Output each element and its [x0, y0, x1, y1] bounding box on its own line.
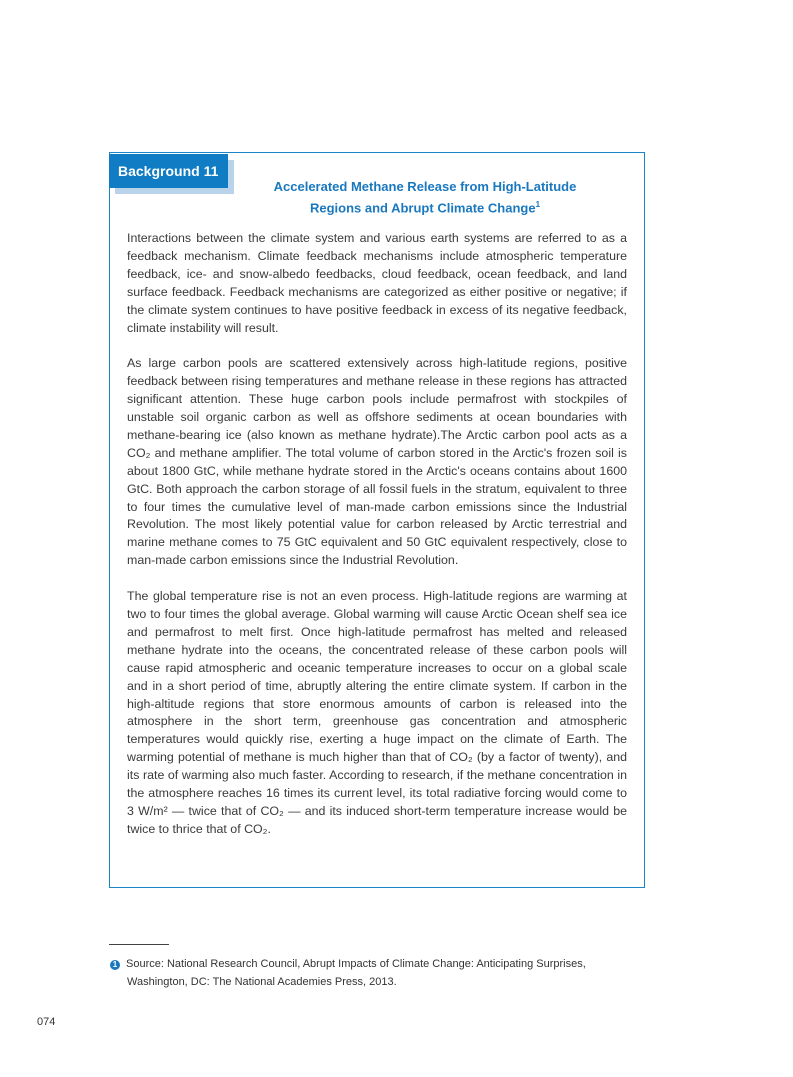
box-title: [200, 178, 650, 217]
footnote-divider: [109, 944, 169, 945]
page-number: 074: [37, 1016, 56, 1028]
paragraph: The global temperature rise is not an even process. High-latitude regions are warming at two to four times the global average. Global warming will cause Arctic Ocean shelf sea ice and permafrost to melt first. Once high-latitude permafrost has melted and released methane hydrate into the oceans, the concentrated release of these carbon pools will cause rapid atmospheric and oceanic temperature increases to occur on a global scale and in a short period of time, abruptly altering the entire climate system. If carbon in the high-altitude regions that store enormous amounts of carbon is released into the atmosphere in the short term, greenhouse gas concentration and atmospheric temperatures would quickly rise, exerting a huge impact on the climate of Earth. The warming potential of methane is much higher than that of CO₂ (by a factor of twenty), and its rate of warming also much faster. According to research, if the methane concentration in the atmosphere reaches 16 times its current level, its total radiative forcing would come to 3 W/m² — twice that of CO₂ — and its induced short-term temperature increase would be twice to thrice that of CO₂.: [127, 589, 627, 836]
footnote-line-1: Source: National Research Council, Abrupt Impacts of Climate Change: Anticipating Surprises,: [126, 958, 586, 970]
footnote-line-2: Washington, DC: The National Academies Press, 2013.: [127, 976, 397, 988]
box-body: [127, 230, 627, 857]
background-label: Background 11: [109, 154, 228, 188]
paragraph: Interactions between the climate system and various earth systems are referred to as a feedback mechanism. Climate feedback mechanisms include atmospheric temperature feedback, ice- and snow-albedo feedbacks, cloud feedback, ocean feedback, and land surface feedback. Feedback mechanisms are categorized as either positive or negative; if the climate system continues to have positive feedback in excess of its negative feedback, climate instability will result.: [127, 231, 627, 335]
title-line-1: Accelerated Methane Release from High-Latitude: [273, 179, 577, 194]
title-line-2: Regions and Abrupt Climate Change: [309, 200, 536, 216]
footnote-ref-icon[interactable]: 1: [535, 200, 541, 209]
footnote-number-icon: 1: [110, 960, 120, 970]
footnote: [110, 955, 630, 991]
paragraph: As large carbon pools are scattered extensively across high-latitude regions, positive feedback between rising temperatures and methane release in these regions has attracted significant attention. These huge carbon pools include permafrost with stockpiles of unstable soil organic carbon as well as offshore sediments at ocean boundaries with methane-bearing ice (also known as methane hydrate).The Arctic carbon pool acts as a CO₂ and methane amplifier. The total volume of carbon stored in the Arctic's frozen soil is about 1800 GtC, while methane hydrate stored in the Arctic's oceans contains about 1600 GtC. Both approach the carbon storage of all fossil fuels in the stratum, equivalent to three to four times the cumulative level of man-made carbon emissions since the Industrial Revolution. The most likely potential value for carbon released by Arctic terrestrial and marine methane comes to 75 GtC equivalent and 50 GtC equivalent respectively, close to man-made carbon emissions since the Industrial Revolution.: [127, 356, 627, 568]
